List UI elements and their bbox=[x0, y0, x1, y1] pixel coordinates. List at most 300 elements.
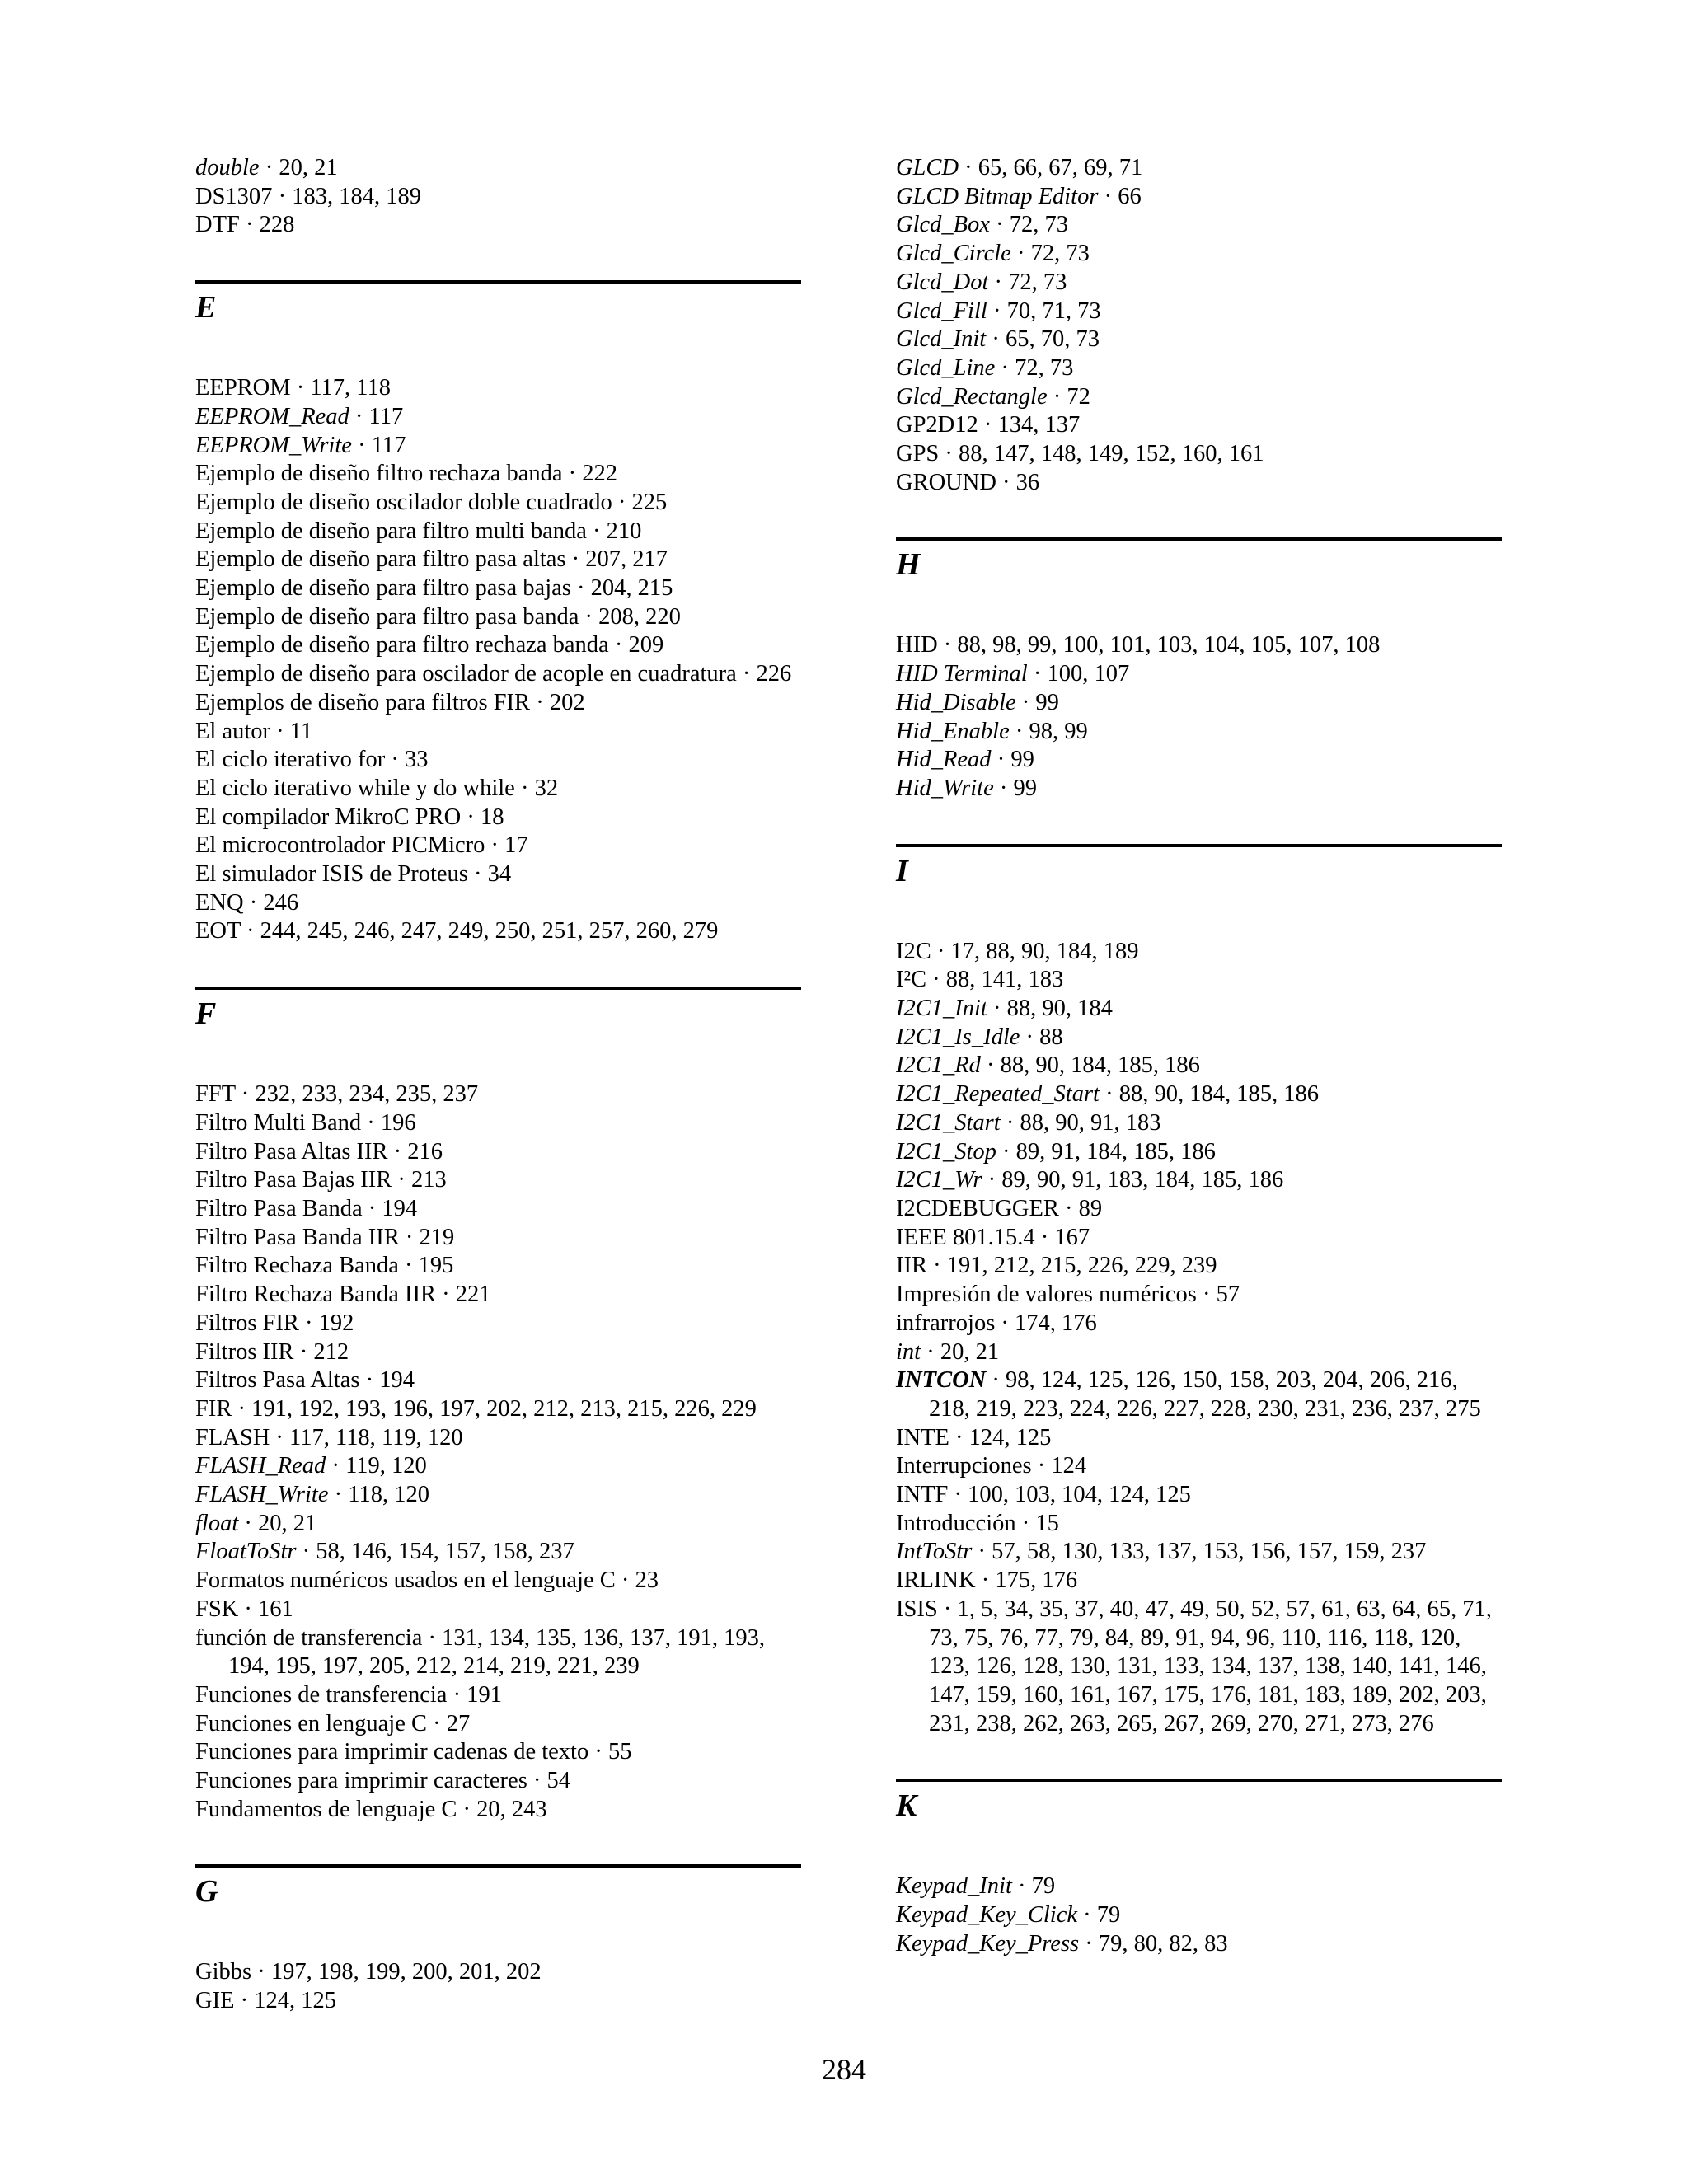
index-separator: · bbox=[359, 1367, 380, 1394]
index-separator: · bbox=[972, 1539, 992, 1565]
index-separator: · bbox=[232, 1395, 252, 1422]
index-entry bbox=[896, 1138, 1502, 1167]
index-separator: · bbox=[387, 1138, 408, 1165]
index-term: FLASH_Write bbox=[195, 1482, 329, 1508]
index-pages: 221 bbox=[455, 1282, 491, 1308]
index-pages: 27 bbox=[446, 1710, 471, 1736]
index-separator: · bbox=[251, 1959, 271, 1985]
index-separator: · bbox=[398, 1253, 419, 1279]
index-entry bbox=[195, 1538, 801, 1567]
index-term: Ejemplo de diseño para filtro pasa banda bbox=[195, 603, 579, 630]
index-term: I2C1_Repeated_Start bbox=[896, 1081, 1100, 1108]
index-term: I2C1_Start bbox=[896, 1109, 1001, 1136]
index-separator: · bbox=[1098, 183, 1118, 209]
index-separator: · bbox=[1027, 661, 1048, 687]
index-pages: 117 bbox=[371, 432, 406, 458]
index-entry bbox=[896, 1567, 1502, 1596]
index-entry bbox=[896, 1930, 1502, 1959]
index-term: Funciones para imprimir caracteres bbox=[195, 1768, 528, 1794]
index-entry bbox=[195, 1166, 801, 1195]
index-term: El simulador ISIS de Proteus bbox=[195, 861, 468, 888]
index-term: Filtro Pasa Bajas IIR bbox=[195, 1167, 392, 1193]
index-term: Hid_Read bbox=[896, 747, 992, 773]
index-pages: 100, 107 bbox=[1047, 661, 1130, 687]
index-term: Fundamentos de lenguaje C bbox=[195, 1796, 457, 1822]
index-pages: 88, 90, 91, 183 bbox=[1020, 1109, 1161, 1136]
index-separator: · bbox=[978, 412, 998, 438]
index-term: Keypad_Key_Press bbox=[896, 1930, 1080, 1957]
index-term: I2C1_Stop bbox=[896, 1138, 996, 1165]
index-entry bbox=[896, 240, 1502, 269]
index-entry bbox=[896, 746, 1502, 775]
index-pages: 99 bbox=[1035, 689, 1059, 715]
index-pages: 213 bbox=[411, 1167, 447, 1193]
index-separator: · bbox=[565, 546, 586, 573]
index-separator: · bbox=[736, 661, 757, 687]
index-term: ENQ bbox=[195, 889, 244, 916]
index-term: Filtro Pasa Banda bbox=[195, 1195, 363, 1221]
index-entry bbox=[896, 1366, 1502, 1423]
index-pages: 1, 5, 34, 35, 37, 40, 47, 49, 50, 52, 57, 61, 63, 64, 65, 71, 73, 75, 76, 77, 79, 84, 89, 91, 94, 96, 110, 116, 118, 120, 123, 126, 128, 130, 131, 133, 134, 137, 138, 140, 141, 146, 147, 159, 160, 161, 167, 175, 176, 181, 183, 189, 202, 203, 231, 238, 262, 263, 265, 267, 269, 270, 271, 273, 276 bbox=[929, 1596, 1492, 1736]
section-letter: I bbox=[896, 853, 908, 888]
index-entry bbox=[896, 154, 1502, 183]
index-pages: 65, 70, 73 bbox=[1005, 326, 1100, 353]
index-separator: · bbox=[349, 403, 369, 429]
index-term: EEPROM_Write bbox=[195, 432, 352, 458]
index-term: I2C bbox=[896, 938, 931, 964]
index-separator: · bbox=[987, 996, 1007, 1022]
index-term: double bbox=[195, 155, 260, 180]
index-entry bbox=[195, 1481, 801, 1510]
index-pages: 88, 90, 184, 185, 186 bbox=[1000, 1052, 1200, 1079]
index-entry bbox=[896, 938, 1502, 967]
section-letter: K bbox=[896, 1788, 917, 1824]
index-separator: · bbox=[240, 918, 260, 944]
index-pages: 17 bbox=[504, 832, 528, 859]
index-term: I2C1_Wr bbox=[896, 1167, 982, 1193]
index-pages: 100, 103, 104, 124, 125 bbox=[968, 1482, 1191, 1508]
index-term: Hid_Disable bbox=[896, 689, 1016, 715]
index-term: int bbox=[896, 1338, 921, 1365]
index-term: Keypad_Init bbox=[896, 1873, 1012, 1900]
index-term: Filtros FIR bbox=[195, 1310, 299, 1336]
index-entry bbox=[195, 660, 801, 689]
index-pages: 72 bbox=[1067, 383, 1090, 410]
index-entry bbox=[195, 1624, 801, 1681]
index-entry bbox=[896, 631, 1502, 660]
index-separator: · bbox=[993, 775, 1014, 801]
index-entry bbox=[195, 460, 801, 489]
index-pages: 191, 212, 215, 226, 229, 239 bbox=[946, 1253, 1217, 1279]
index-separator: · bbox=[949, 1424, 969, 1451]
index-pages: 20, 243 bbox=[476, 1796, 547, 1822]
index-separator: · bbox=[937, 1596, 958, 1622]
index-pages: 36 bbox=[1015, 469, 1040, 495]
index-separator: · bbox=[238, 1510, 259, 1536]
index-entry bbox=[896, 411, 1502, 440]
index-pages: 57 bbox=[1216, 1282, 1240, 1308]
index-separator: · bbox=[514, 775, 535, 801]
index-separator: · bbox=[612, 489, 632, 515]
index-entry bbox=[896, 1538, 1502, 1567]
index-entry bbox=[195, 403, 801, 432]
index-entry bbox=[195, 1395, 801, 1424]
index-term: El microcontrolador PICMicro bbox=[195, 832, 485, 859]
index-entry bbox=[195, 518, 801, 546]
index-term: Formatos numéricos usados en el lenguaje C bbox=[195, 1568, 616, 1594]
index-pages: 34 bbox=[487, 861, 512, 888]
index-entry bbox=[896, 1195, 1502, 1224]
section-header bbox=[896, 844, 1502, 938]
index-separator: · bbox=[1058, 1195, 1079, 1221]
index-pages: 88, 90, 184, 185, 186 bbox=[1118, 1081, 1319, 1108]
index-entry bbox=[896, 1424, 1502, 1453]
index-pages: 54 bbox=[546, 1768, 571, 1794]
index-term: I2CDEBUGGER bbox=[896, 1195, 1059, 1221]
index-entry bbox=[195, 917, 801, 946]
index-term: INTE bbox=[896, 1424, 950, 1451]
index-entry bbox=[195, 1767, 801, 1796]
index-pages: 89, 90, 91, 183, 184, 185, 186 bbox=[1001, 1167, 1284, 1193]
index-separator: · bbox=[296, 1539, 316, 1565]
index-separator: · bbox=[238, 1596, 259, 1622]
index-pages: 88 bbox=[1039, 1024, 1063, 1050]
index-entry bbox=[195, 1281, 801, 1310]
index-term: Hid_Write bbox=[896, 775, 994, 801]
index-separator: · bbox=[926, 967, 946, 993]
index-term: I2C1_Rd bbox=[896, 1052, 981, 1079]
index-separator: · bbox=[996, 469, 1016, 495]
index-term: FSK bbox=[195, 1596, 239, 1622]
index-pages: 226 bbox=[756, 661, 792, 687]
index-term: Ejemplo de diseño para filtro pasa altas bbox=[195, 546, 566, 573]
index-separator: · bbox=[461, 804, 481, 830]
index-separator: · bbox=[991, 747, 1011, 773]
index-pages: 23 bbox=[635, 1568, 659, 1594]
index-term: IIR bbox=[896, 1253, 927, 1279]
index-entry bbox=[195, 1738, 801, 1767]
section-header bbox=[896, 1779, 1502, 1872]
index-entry bbox=[896, 718, 1502, 747]
index-entry bbox=[896, 1452, 1502, 1481]
index-term: Funciones para imprimir cadenas de texto bbox=[195, 1739, 589, 1765]
index-term: I2C1_Is_Idle bbox=[896, 1024, 1020, 1050]
index-entry bbox=[896, 966, 1502, 995]
index-term: Ejemplo de diseño filtro rechaza banda bbox=[195, 461, 563, 487]
index-entry bbox=[195, 154, 801, 183]
index-term: Filtros IIR bbox=[195, 1338, 294, 1365]
index-term: EEPROM_Read bbox=[195, 403, 349, 429]
index-pages: 72, 73 bbox=[1030, 241, 1090, 267]
index-pages: 98, 99 bbox=[1029, 718, 1088, 744]
index-entry bbox=[195, 1195, 801, 1224]
index-term: Glcd_Box bbox=[896, 212, 990, 238]
index-pages: 134, 137 bbox=[997, 412, 1081, 438]
index-pages: 246 bbox=[263, 889, 299, 916]
index-term: Funciones de transferencia bbox=[195, 1681, 448, 1708]
index-entry bbox=[896, 1281, 1502, 1310]
index-separator: · bbox=[937, 632, 958, 658]
index-term: Glcd_Init bbox=[896, 326, 987, 353]
index-term: GLCD Bitmap Editor bbox=[896, 183, 1099, 209]
index-separator: · bbox=[975, 1568, 996, 1594]
index-pages: 212 bbox=[313, 1338, 349, 1365]
index-entry bbox=[195, 432, 801, 461]
index-pages: 98, 124, 125, 126, 150, 158, 203, 204, 206, 216, 218, 219, 223, 224, 226, 227, 228, 230, 231, 236, 237, 275 bbox=[929, 1367, 1481, 1422]
index-term: Filtro Pasa Banda IIR bbox=[195, 1224, 400, 1250]
index-pages: 88, 98, 99, 100, 101, 103, 104, 105, 107, 108 bbox=[957, 632, 1381, 658]
index-separator: · bbox=[995, 354, 1015, 381]
index-term: GLCD bbox=[896, 155, 959, 180]
index-pages: 232, 233, 234, 235, 237 bbox=[255, 1081, 479, 1108]
index-separator: · bbox=[586, 518, 607, 544]
index-separator: · bbox=[1010, 241, 1031, 267]
index-term: Ejemplo de diseño oscilador doble cuadrado bbox=[195, 489, 612, 515]
index-term: GROUND bbox=[896, 469, 996, 495]
index-term: FIR bbox=[195, 1395, 232, 1422]
index-pages: 197, 198, 199, 200, 201, 202 bbox=[270, 1959, 542, 1985]
index-pages: 210 bbox=[606, 518, 642, 544]
index-entry bbox=[195, 746, 801, 775]
index-separator: · bbox=[1009, 718, 1029, 744]
index-term: Ejemplos de diseño para filtros FIR bbox=[195, 689, 531, 715]
index-pages: 88, 141, 183 bbox=[945, 967, 1064, 993]
index-separator: · bbox=[270, 718, 290, 744]
index-entry bbox=[896, 1872, 1502, 1901]
index-separator: · bbox=[1015, 689, 1036, 715]
index-entry bbox=[195, 183, 801, 212]
index-entry bbox=[896, 1310, 1502, 1338]
index-pages: 70, 71, 73 bbox=[1006, 298, 1101, 324]
index-pages: 209 bbox=[628, 632, 664, 658]
index-pages: 191 bbox=[467, 1681, 502, 1708]
index-entry bbox=[195, 1138, 801, 1167]
index-pages: 244, 245, 246, 247, 249, 250, 251, 257, 260, 279 bbox=[260, 918, 719, 944]
index-term: Filtro Rechaza Banda IIR bbox=[195, 1282, 437, 1308]
index-term: FloatToStr bbox=[195, 1539, 297, 1565]
index-term: Keypad_Key_Click bbox=[896, 1902, 1078, 1929]
index-pages: 72, 73 bbox=[1008, 269, 1067, 295]
index-pages: 118, 120 bbox=[348, 1482, 429, 1508]
index-separator: · bbox=[948, 1482, 968, 1508]
index-pages: 65, 66, 67, 69, 71 bbox=[978, 155, 1143, 180]
section-letter: F bbox=[195, 996, 217, 1032]
index-term: FLASH bbox=[195, 1424, 270, 1451]
section-letter: E bbox=[195, 290, 217, 326]
index-separator: · bbox=[298, 1310, 319, 1336]
index-separator: · bbox=[527, 1768, 547, 1794]
index-entry bbox=[896, 1596, 1502, 1739]
index-entry bbox=[195, 1796, 801, 1825]
index-term: Glcd_Dot bbox=[896, 269, 989, 295]
index-entry bbox=[195, 603, 801, 632]
index-entry bbox=[195, 804, 801, 832]
index-entry bbox=[896, 660, 1502, 689]
index-entry bbox=[195, 211, 801, 240]
index-entry bbox=[195, 374, 801, 403]
index-separator: · bbox=[399, 1224, 420, 1250]
index-entry bbox=[195, 574, 801, 603]
index-pages: 228 bbox=[259, 212, 295, 238]
index-separator: · bbox=[988, 269, 1009, 295]
index-separator: · bbox=[270, 1424, 290, 1451]
index-term: IntToStr bbox=[896, 1539, 973, 1565]
index-term: Ejemplo de diseño para filtro multi banda bbox=[195, 518, 587, 544]
section-header bbox=[195, 987, 801, 1080]
index-entry bbox=[896, 211, 1502, 240]
index-term: Filtro Rechaza Banda bbox=[195, 1253, 399, 1279]
index-entry bbox=[896, 1109, 1502, 1138]
index-entry bbox=[195, 689, 801, 718]
index-entry bbox=[195, 1567, 801, 1596]
index-term: Impresión de valores numéricos bbox=[896, 1282, 1197, 1308]
index-term: I²C bbox=[896, 967, 927, 993]
index-term: Hid_Enable bbox=[896, 718, 1010, 744]
index-term: Glcd_Circle bbox=[896, 241, 1011, 267]
index-term: GPS bbox=[896, 441, 940, 467]
index-term: FFT bbox=[195, 1081, 236, 1108]
index-term: float bbox=[195, 1510, 239, 1536]
index-entry bbox=[195, 1510, 801, 1539]
index-separator: · bbox=[562, 461, 583, 487]
index-term: GP2D12 bbox=[896, 412, 978, 438]
index-entry bbox=[896, 689, 1502, 718]
index-pages: 99 bbox=[1013, 775, 1037, 801]
index-pages: 196 bbox=[380, 1109, 416, 1136]
index-entry bbox=[896, 269, 1502, 298]
index-term: Funciones en lenguaje C bbox=[195, 1710, 427, 1736]
index-separator: · bbox=[608, 632, 629, 658]
index-entry bbox=[896, 775, 1502, 804]
index-term: IEEE 801.15.4 bbox=[896, 1224, 1035, 1250]
index-pages: 58, 146, 154, 157, 158, 237 bbox=[316, 1539, 574, 1565]
index-pages: 195 bbox=[418, 1253, 454, 1279]
index-entry bbox=[195, 1109, 801, 1138]
index-pages: 117 bbox=[368, 403, 404, 429]
index-pages: 124 bbox=[1051, 1453, 1087, 1479]
index-separator: · bbox=[235, 1081, 256, 1108]
index-entry bbox=[195, 1958, 801, 1987]
right-column bbox=[896, 154, 1502, 1958]
index-term: DS1307 bbox=[195, 183, 273, 209]
index-separator: · bbox=[1020, 1024, 1040, 1050]
index-pages: 207, 217 bbox=[585, 546, 668, 573]
index-separator: · bbox=[422, 1624, 443, 1651]
index-separator: · bbox=[436, 1282, 456, 1308]
index-separator: · bbox=[939, 441, 959, 467]
index-term: Filtro Pasa Altas IIR bbox=[195, 1138, 388, 1165]
index-separator: · bbox=[1015, 1510, 1036, 1536]
index-pages: 72, 73 bbox=[1015, 354, 1074, 381]
index-pages: 225 bbox=[631, 489, 668, 515]
index-entry bbox=[195, 546, 801, 574]
index-entry bbox=[896, 298, 1502, 326]
index-separator: · bbox=[385, 747, 406, 773]
index-pages: 66 bbox=[1118, 183, 1142, 209]
index-term: Glcd_Line bbox=[896, 354, 996, 381]
index-pages: 131, 134, 135, 136, 137, 191, 193, 194, 195, 197, 205, 212, 214, 219, 221, 239 bbox=[228, 1624, 765, 1680]
index-term: HID Terminal bbox=[896, 661, 1028, 687]
index-term: función de transferencia bbox=[195, 1624, 423, 1651]
index-pages: 57, 58, 130, 133, 137, 153, 156, 157, 159, 237 bbox=[992, 1539, 1427, 1565]
index-pages: 194 bbox=[379, 1367, 415, 1394]
index-entry bbox=[195, 1452, 801, 1481]
index-separator: · bbox=[457, 1796, 477, 1822]
index-entry bbox=[195, 1710, 801, 1739]
index-separator: · bbox=[426, 1710, 447, 1736]
index-term: Glcd_Rectangle bbox=[896, 383, 1048, 410]
index-pages: 79, 80, 82, 83 bbox=[1098, 1930, 1228, 1957]
index-separator: · bbox=[361, 1109, 381, 1136]
section-header bbox=[896, 537, 1502, 631]
index-pages: 117, 118 bbox=[310, 375, 391, 401]
section-letter: G bbox=[195, 1874, 218, 1910]
index-pages: 124, 125 bbox=[254, 1988, 336, 2014]
index-entry bbox=[195, 889, 801, 918]
index-term: DTF bbox=[195, 212, 240, 238]
index-separator: · bbox=[986, 1367, 1006, 1394]
index-entry bbox=[896, 326, 1502, 354]
index-entry bbox=[195, 1338, 801, 1367]
index-entry bbox=[195, 1596, 801, 1624]
index-separator: · bbox=[272, 183, 293, 209]
index-separator: · bbox=[243, 889, 264, 916]
index-pages: 88, 147, 148, 149, 152, 160, 161 bbox=[959, 441, 1264, 467]
index-term: Filtro Multi Band bbox=[195, 1109, 362, 1136]
index-entry bbox=[896, 1024, 1502, 1052]
index-entry bbox=[896, 1901, 1502, 1930]
index-separator: · bbox=[293, 1338, 314, 1365]
index-entry bbox=[896, 183, 1502, 212]
index-entry bbox=[896, 1224, 1502, 1253]
index-pages: 89, 91, 184, 185, 186 bbox=[1015, 1138, 1216, 1165]
index-term: ISIS bbox=[896, 1596, 938, 1622]
left-column bbox=[195, 154, 801, 2016]
index-entry bbox=[195, 631, 801, 660]
index-term: Introducción bbox=[896, 1510, 1016, 1536]
index-separator: · bbox=[1011, 1873, 1032, 1900]
index-pages: 55 bbox=[607, 1739, 632, 1765]
index-separator: · bbox=[980, 1052, 1001, 1079]
index-separator: · bbox=[931, 938, 951, 964]
index-pages: 194 bbox=[382, 1195, 418, 1221]
index-separator: · bbox=[579, 603, 599, 630]
index-separator: · bbox=[290, 375, 311, 401]
index-pages: 222 bbox=[582, 461, 618, 487]
section-header bbox=[195, 1864, 801, 1958]
index-pages: 17, 88, 90, 184, 189 bbox=[950, 938, 1139, 964]
index-pages: 174, 176 bbox=[1015, 1310, 1097, 1336]
index-separator: · bbox=[986, 326, 1006, 353]
index-entry bbox=[195, 1224, 801, 1253]
index-entry bbox=[195, 718, 801, 747]
index-separator: · bbox=[467, 861, 488, 888]
index-pages: 183, 184, 189 bbox=[292, 183, 421, 209]
index-pages: 99 bbox=[1010, 747, 1034, 773]
index-entry bbox=[195, 489, 801, 518]
index-pages: 33 bbox=[405, 747, 429, 773]
index-entry bbox=[195, 1310, 801, 1338]
index-separator: · bbox=[485, 832, 505, 859]
index-pages: 20, 21 bbox=[279, 155, 338, 180]
index-separator: · bbox=[989, 212, 1010, 238]
index-term: Ejemplo de diseño para filtro rechaza banda bbox=[195, 632, 609, 658]
index-separator: · bbox=[987, 298, 1007, 324]
index-entry bbox=[896, 354, 1502, 383]
index-term: Filtros Pasa Altas bbox=[195, 1367, 360, 1394]
index-pages: 72, 73 bbox=[1009, 212, 1068, 238]
index-separator: · bbox=[1099, 1081, 1119, 1108]
